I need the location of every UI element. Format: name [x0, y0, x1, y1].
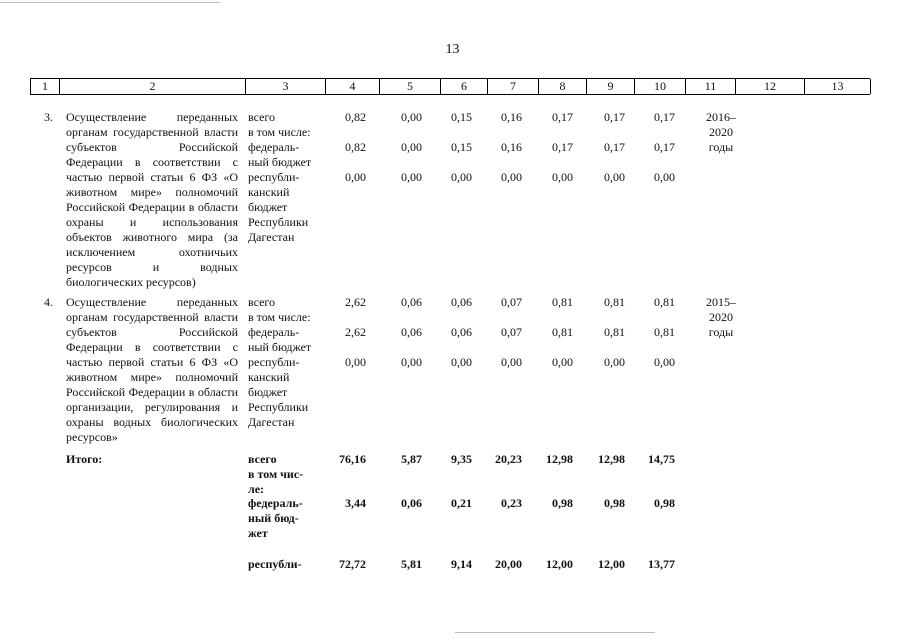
total-value-cell: 0,21 [451, 496, 472, 510]
value-cell: 0,00 [501, 170, 522, 184]
value-cell: 0,81 [604, 295, 625, 309]
value-cell: 0,15 [451, 110, 472, 124]
total-value-cell: 0,06 [401, 496, 422, 510]
value-cell: 0,00 [345, 170, 366, 184]
total-value-cell: 72,72 [339, 557, 366, 571]
years-cell: 2016– 2020 годы [706, 110, 736, 154]
funding-label: всего в том числе: [248, 110, 311, 139]
total-funding-label: федераль- ный бюд- жет [248, 496, 303, 540]
value-cell: 0,81 [654, 325, 675, 339]
value-cell: 0,00 [552, 355, 573, 369]
funding-label: федераль- ный бюджет [248, 140, 312, 169]
total-title: Итого: [66, 452, 103, 466]
total-value-cell: 12,00 [598, 557, 625, 571]
funding-label: республи- канский бюджет Республики Дагестан [248, 170, 309, 244]
value-cell: 0,00 [654, 355, 675, 369]
column-header-6: 6 [440, 79, 487, 94]
total-value-cell: 0,98 [604, 496, 625, 510]
row-description: Осуществление переданных органам государственной власти субъектов Российской Федерации в соответствии с частью первой статьи 6 ФЗ «О животном мире» полномочий Российской Федерации в области организации, регулирования и охраны водных биологических ресурсов» [66, 295, 238, 444]
total-value-cell: 12,98 [546, 452, 573, 466]
value-cell: 0,00 [604, 355, 625, 369]
column-header-10: 10 [634, 79, 685, 94]
value-cell: 0,00 [654, 170, 675, 184]
value-cell: 0,07 [501, 325, 522, 339]
value-cell: 0,16 [501, 140, 522, 154]
value-cell: 0,06 [401, 325, 422, 339]
value-cell: 0,81 [654, 295, 675, 309]
value-cell: 0,00 [451, 170, 472, 184]
total-value-cell: 20,00 [495, 557, 522, 571]
column-header-7: 7 [487, 79, 538, 94]
value-cell: 0,00 [401, 110, 422, 124]
value-cell: 0,17 [604, 140, 625, 154]
total-value-cell: 12,00 [546, 557, 573, 571]
column-header-11: 11 [685, 79, 735, 94]
column-header-1: 1 [30, 79, 59, 94]
column-header-3: 3 [245, 79, 325, 94]
column-header-2: 2 [59, 79, 245, 94]
value-cell: 0,00 [345, 355, 366, 369]
value-cell: 0,82 [345, 140, 366, 154]
value-cell: 0,06 [451, 295, 472, 309]
row-number: 3. [44, 110, 53, 124]
value-cell: 0,00 [451, 355, 472, 369]
total-value-cell: 5,81 [401, 557, 422, 571]
total-value-cell: 14,75 [648, 452, 675, 466]
value-cell: 0,00 [401, 355, 422, 369]
total-funding-label: республи- [248, 557, 302, 571]
value-cell: 0,82 [345, 110, 366, 124]
value-cell: 0,15 [451, 140, 472, 154]
value-cell: 0,07 [501, 295, 522, 309]
value-cell: 0,06 [451, 325, 472, 339]
value-cell: 0,06 [401, 295, 422, 309]
total-value-cell: 76,16 [339, 452, 366, 466]
total-funding-label: всего в том чис- ле: [248, 452, 304, 496]
column-header-5: 5 [379, 79, 440, 94]
value-cell: 0,81 [552, 325, 573, 339]
total-value-cell: 0,23 [501, 496, 522, 510]
column-header-13: 13 [804, 79, 871, 94]
value-cell: 0,17 [552, 110, 573, 124]
column-header-12: 12 [735, 79, 804, 94]
value-cell: 0,17 [552, 140, 573, 154]
value-cell: 0,17 [604, 110, 625, 124]
column-header-9: 9 [586, 79, 634, 94]
total-value-cell: 0,98 [654, 496, 675, 510]
column-header-4: 4 [325, 79, 379, 94]
value-cell: 0,81 [604, 325, 625, 339]
value-cell: 0,17 [654, 140, 675, 154]
column-header-8: 8 [538, 79, 586, 94]
value-cell: 0,00 [552, 170, 573, 184]
value-cell: 2,62 [345, 295, 366, 309]
total-value-cell: 9,14 [451, 557, 472, 571]
page-number: 13 [445, 42, 460, 57]
total-value-cell: 5,87 [401, 452, 422, 466]
total-value-cell: 0,98 [552, 496, 573, 510]
funding-label: федераль- ный бюджет [248, 325, 312, 354]
row-number: 4. [44, 295, 53, 309]
value-cell: 0,00 [604, 170, 625, 184]
row-description: Осуществление переданных органам государственной власти субъектов Российской Федерации в соответствии с частью первой статьи 6 ФЗ «О животном мире» полномочий Российской Федерации в области охраны и использования объектов животного мира (за исключением охотничьих ресурсов и водных биологических ресурсов) [66, 110, 238, 289]
value-cell: 0,16 [501, 110, 522, 124]
value-cell: 0,81 [552, 295, 573, 309]
scan-noise [0, 2, 220, 3]
funding-label: всего в том числе: [248, 295, 311, 324]
value-cell: 0,17 [654, 110, 675, 124]
value-cell: 0,00 [501, 355, 522, 369]
value-cell: 2,62 [345, 325, 366, 339]
funding-label: республи- канский бюджет Республики Дагестан [248, 355, 309, 429]
scan-noise [455, 632, 655, 633]
value-cell: 0,00 [401, 170, 422, 184]
total-value-cell: 13,77 [648, 557, 675, 571]
table-header-row [30, 78, 870, 95]
years-cell: 2015– 2020 годы [706, 295, 736, 339]
total-value-cell: 20,23 [495, 452, 522, 466]
total-value-cell: 3,44 [345, 496, 366, 510]
total-value-cell: 12,98 [598, 452, 625, 466]
total-value-cell: 9,35 [451, 452, 472, 466]
value-cell: 0,00 [401, 140, 422, 154]
